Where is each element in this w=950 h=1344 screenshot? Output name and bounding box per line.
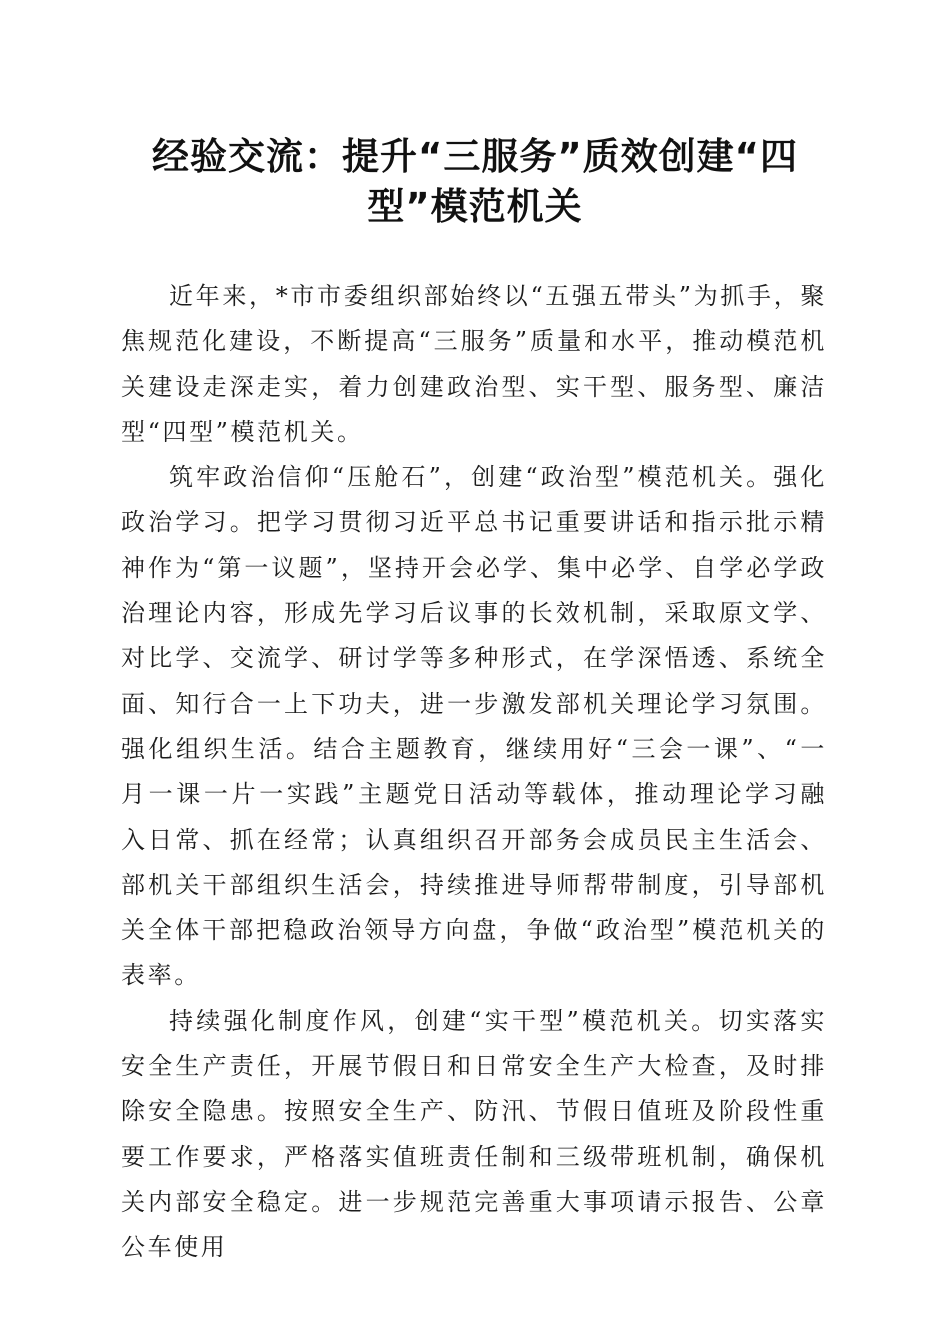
title-line-2: 型”模范机关 — [367, 185, 583, 228]
paragraph-political: 筑牢政治信仰“压舱石”，创建“政治型”模范机关。强化政治学习。把学习贯彻习近平总书记重要讲话和指示批示精神作为“第一议题”，坚持开会必学、集中必学、自学必学政治理论内容，形成先学习后议事的长效机制，采取原文学、对比学、交流学、研讨学等多种形式，在学深悟透、系统全面、知行合一上下功夫，进一步激发部机关理论学习氛围。强化组织生活。结合主题教育，继续用好“三会一课”、“一月一课一片一实践”主题党日活动等载体，推动理论学习融入日常、抓在经常；认真组织召开部务会成员民主生活会、部机关干部组织生活会，持续推进导师帮带制度，引导部机关全体干部把稳政治领导方向盘，争做“政治型”模范机关的表率。 — [121, 463, 827, 990]
title-line-1: 经验交流：提升“三服务”质效创建“四 — [152, 135, 798, 178]
document-title — [130, 132, 820, 232]
paragraph-practical: 持续强化制度作风，创建“实干型”模范机关。切实落实安全生产责任，开展节假日和日常安全生产大检查，及时排除安全隐患。按照安全生产、防汛、节假日值班及阶段性重要工作要求，严格落实值班责任制和三级带班机制，确保机关内部安全稳定。进一步规范完善重大事项请示报告、公章公车使用 — [121, 1006, 827, 1262]
paragraph-intro: 近年来，*市市委组织部始终以“五强五带头”为抓手，聚焦规范化建设，不断提高“三服务”质量和水平，推动模范机关建设走深走实，着力创建政治型、实干型、服务型、廉洁型“四型”模范机关。 — [121, 282, 827, 446]
document-body — [121, 274, 827, 1271]
